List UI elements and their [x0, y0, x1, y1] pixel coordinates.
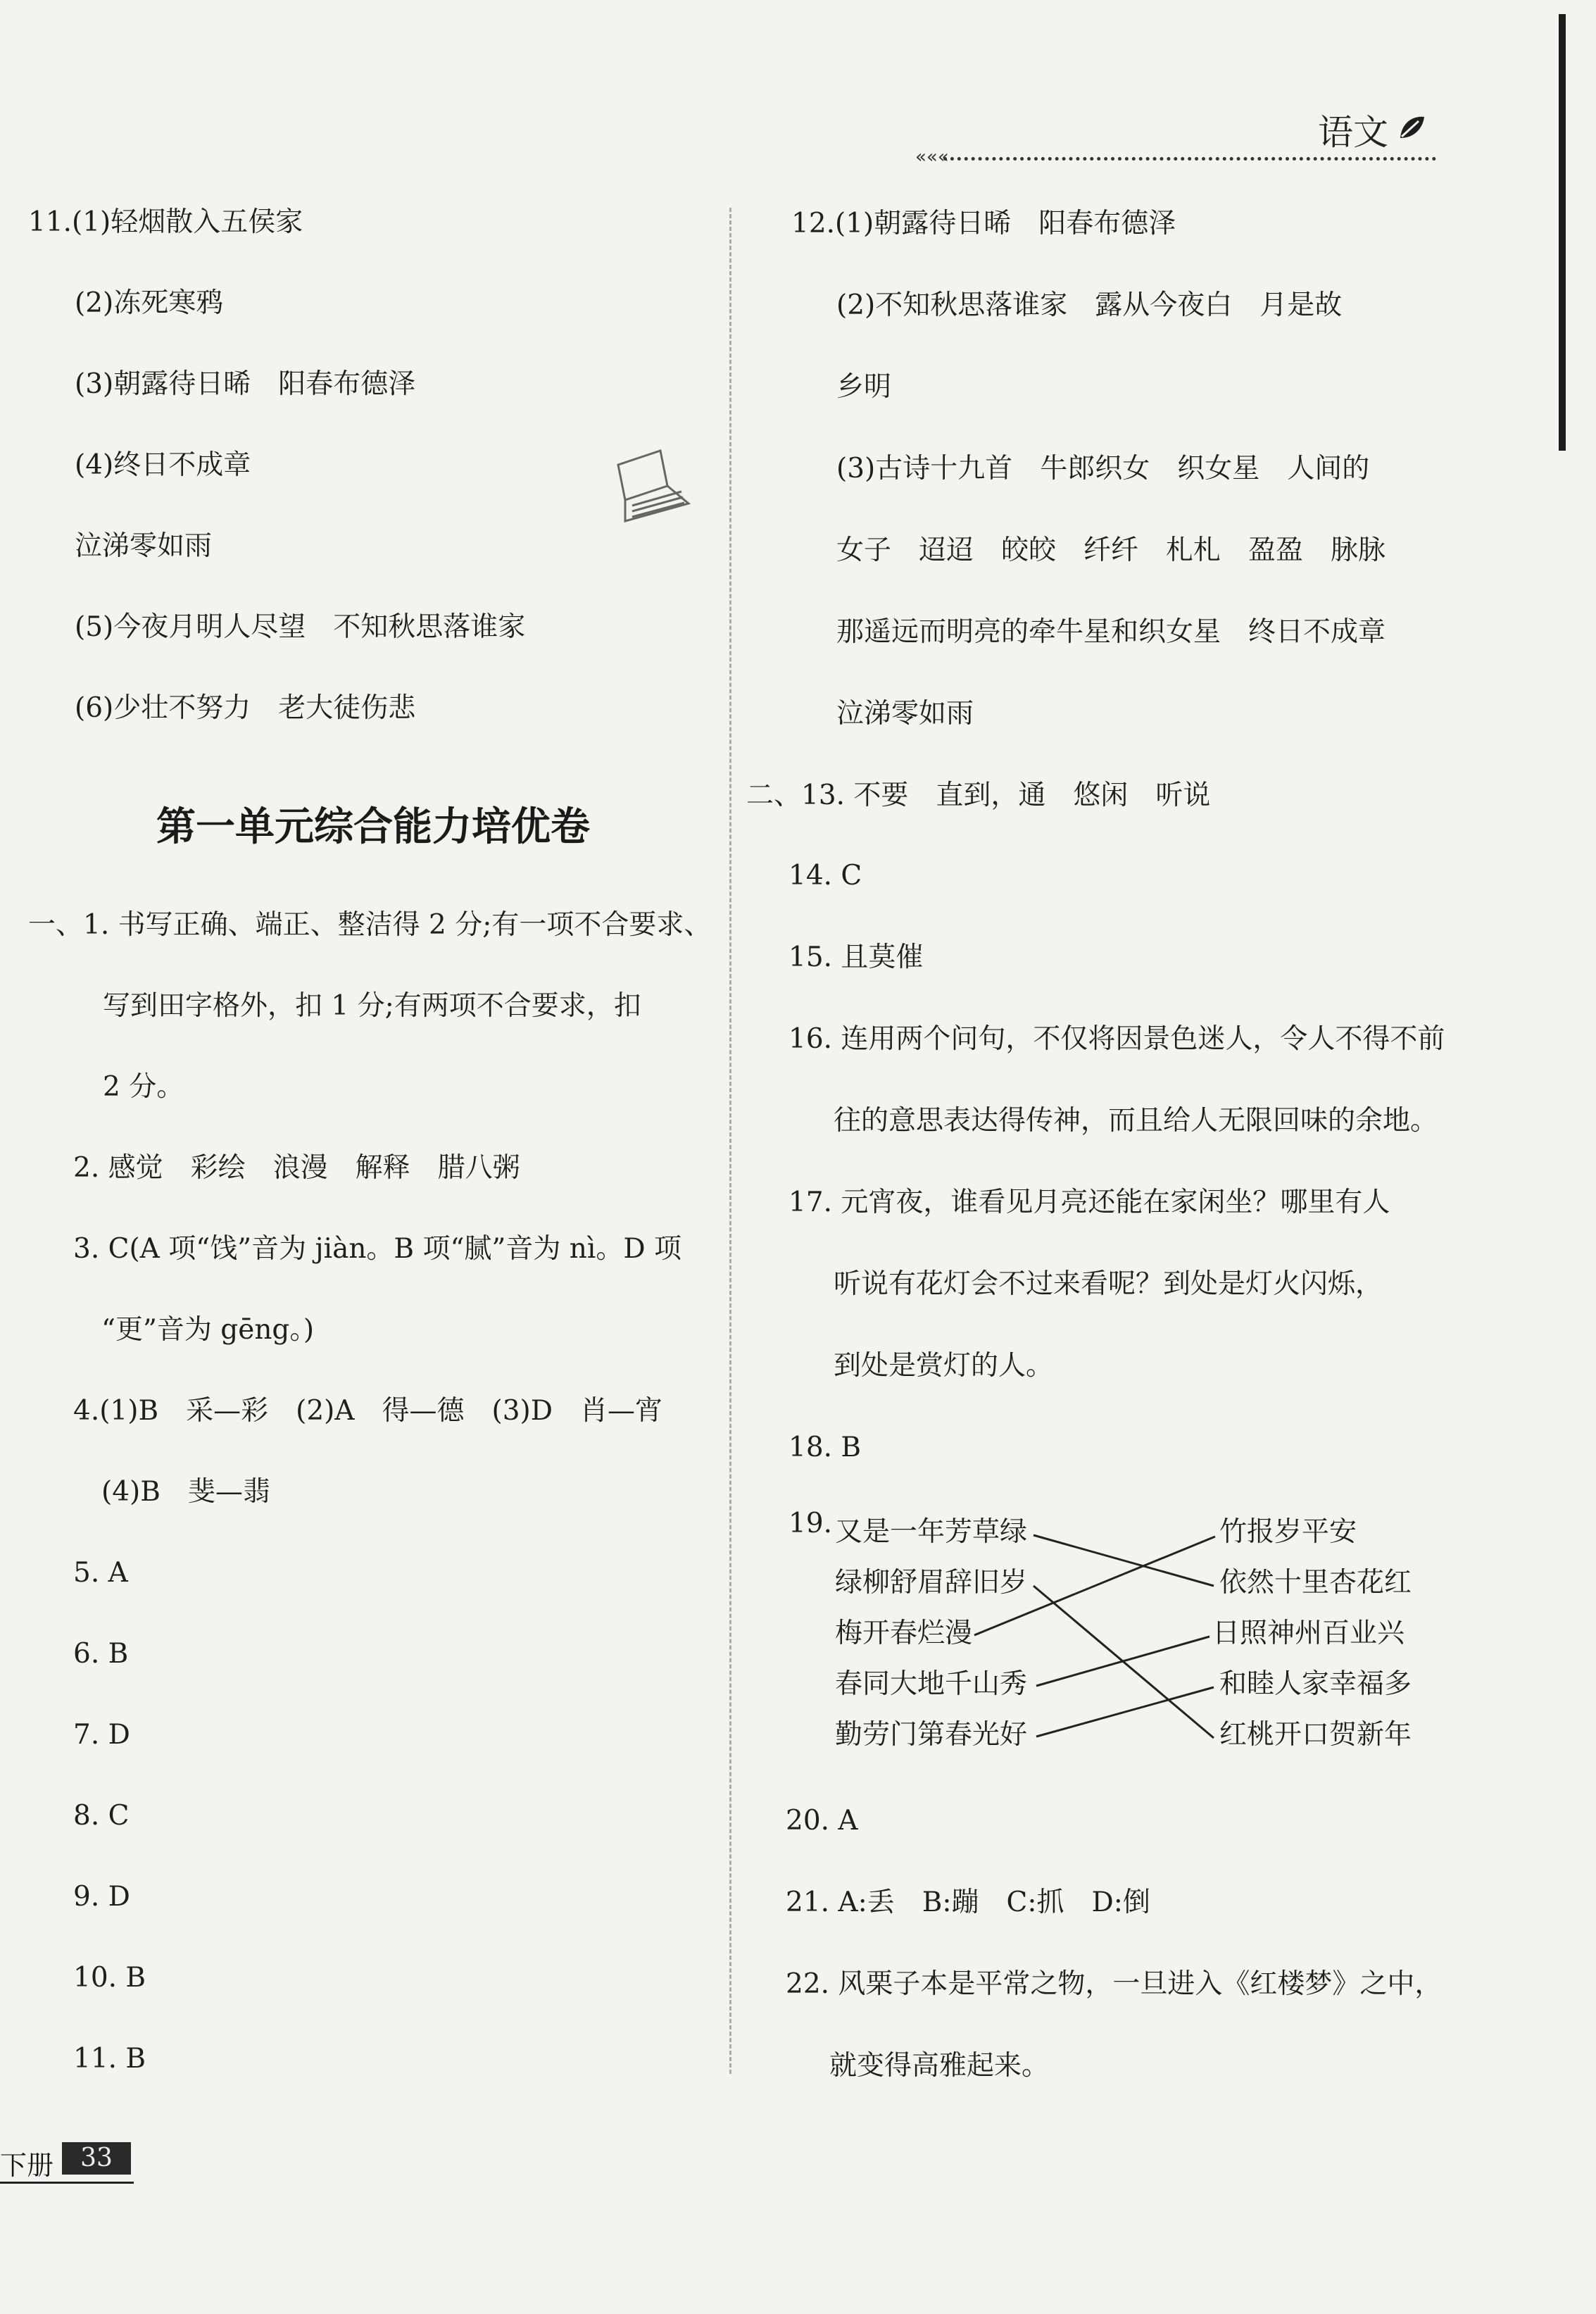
answer-line: 19. [788, 1508, 833, 1539]
match-left-item: 又是一年芳草绿 [835, 1516, 1028, 1548]
answer-line: 乡明 [836, 371, 892, 403]
answer-line: (2)冻死寒鸦 [75, 287, 224, 319]
match-right-item: 日照神州百业兴 [1212, 1618, 1405, 1649]
section-title: 第一单元综合能力培优卷 [156, 804, 590, 850]
answer-line: (6)少壮不努力 老大徒伤悲 [75, 692, 416, 724]
answer-line: 泣涕零如雨 [836, 698, 974, 730]
answer-line: 7. D [73, 1719, 130, 1751]
answer-line: (5)今夜月明人尽望 不知秋思落谁家 [75, 611, 526, 643]
answer-line: 2 分。 [103, 1071, 184, 1103]
header-dotted-rule [943, 157, 1436, 161]
answer-line: 就变得高雅起来。 [829, 2050, 1050, 2082]
answer-line: 12.(1)朝露待日晞 阳春布德泽 [791, 208, 1176, 239]
match-line [1036, 1687, 1214, 1737]
page-number: 33 [62, 2142, 131, 2175]
answer-line: 15. 且莫催 [788, 942, 924, 973]
answer-line: 一、1. 书写正确、端正、整洁得 2 分;有一项不合要求、 [28, 909, 712, 941]
answer-line: 11.(1)轻烟散入五侯家 [28, 206, 303, 238]
answer-line: 22. 风栗子本是平常之物，一旦进入《红楼梦》之中， [786, 1968, 1443, 2000]
answer-line: 2. 感觉 彩绘 浪漫 解释 腊八粥 [73, 1152, 520, 1184]
match-right-item: 依然十里杏花红 [1219, 1567, 1412, 1599]
answer-line: 14. C [788, 860, 862, 892]
answer-line: 10. B [73, 1962, 146, 1994]
answer-line: (2)不知秋思落谁家 露从今夜白 月是故 [836, 289, 1343, 321]
answer-line: 17. 元宵夜，谁看见月亮还能在家闲坐？哪里有人 [788, 1187, 1390, 1218]
answer-line: 写到田字格外，扣 1 分;有两项不合要求，扣 [103, 990, 641, 1022]
match-line [1036, 1637, 1209, 1686]
answer-line: 3. C(A 项“饯”音为 jiàn。B 项“腻”音为 nì。D 项 [73, 1233, 682, 1265]
answer-line: 到处是赏灯的人。 [834, 1350, 1054, 1382]
footer-rule [0, 2182, 134, 2184]
answer-line: 听说有花灯会不过来看呢？到处是灯火闪烁， [834, 1268, 1383, 1300]
match-left-item: 梅开春烂漫 [835, 1618, 973, 1649]
answer-line: (3)朝露待日晞 阳春布德泽 [75, 368, 416, 400]
answer-line: 18. B [788, 1432, 862, 1463]
match-left-item: 勤劳门第春光好 [835, 1719, 1028, 1751]
subject-label: 语文 [1318, 112, 1388, 153]
answer-line: 21. A:丢 B:蹦 C:抓 D:倒 [786, 1887, 1150, 1918]
answer-line: 11. B [73, 2043, 146, 2075]
answer-line: 二、13. 不要 直到，通 悠闲 听说 [746, 780, 1211, 811]
answer-line: 9. D [73, 1881, 130, 1913]
answer-line: 女子 迢迢 皎皎 纤纤 札札 盈盈 脉脉 [836, 534, 1386, 566]
answer-line: 泣涕零如雨 [75, 530, 213, 562]
page-edge-bar [1559, 14, 1566, 451]
column-divider [729, 208, 731, 2074]
answer-line: 16. 连用两个问句，不仅将因景色迷人，令人不得不前 [788, 1023, 1445, 1055]
answer-line: 8. C [73, 1800, 130, 1832]
answer-line: 20. A [786, 1805, 858, 1837]
answer-line: 4.(1)B 采—彩 (2)A 得—德 (3)D 肖—宵 [73, 1395, 663, 1427]
homework-stamp [597, 444, 696, 528]
footer-volume-label: 下册 [0, 2150, 54, 2181]
match-left-item: 绿柳舒眉辞旧岁 [835, 1567, 1028, 1599]
answer-line: (4)终日不成章 [75, 449, 251, 481]
match-line [1033, 1535, 1214, 1586]
match-right-item: 红桃开口贺新年 [1219, 1719, 1412, 1751]
answer-line: 6. B [73, 1638, 129, 1670]
match-left-item: 春同大地千山秀 [835, 1668, 1028, 1700]
match-line [1033, 1586, 1214, 1738]
answer-line: 那遥远而明亮的牵牛星和织女星 终日不成章 [836, 616, 1386, 648]
match-right-item: 竹报岁平安 [1219, 1516, 1357, 1548]
answer-line: (3)古诗十九首 牛郎织女 织女星 人间的 [836, 453, 1370, 484]
header-chevrons: ««« [915, 146, 949, 168]
match-right-item: 和睦人家幸福多 [1219, 1668, 1412, 1700]
answer-line: (4)B 斐—翡 [101, 1476, 270, 1508]
answer-line: 5. A [73, 1557, 128, 1589]
answer-line: “更”音为 gēng。) [101, 1314, 315, 1346]
answer-line: 往的意思表达得传神，而且给人无限回味的余地。 [834, 1105, 1438, 1137]
leaf-icon [1397, 113, 1427, 142]
